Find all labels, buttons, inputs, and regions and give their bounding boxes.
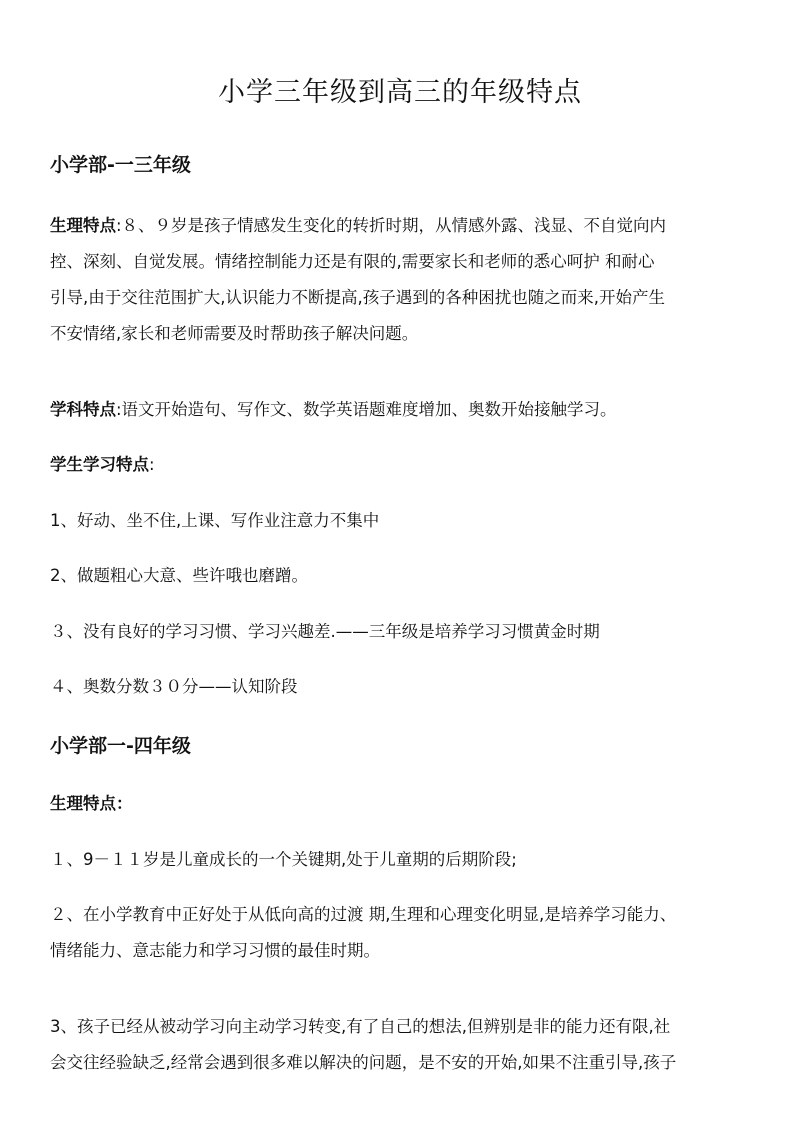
physiology-line-4: 不安情绪,家长和老师需要及时帮助孩子解决问题。: [50, 324, 419, 343]
section2-item-2: [50, 897, 770, 969]
section2-item-1: [50, 842, 770, 878]
section2-item-2-line-2: 情绪能力、意志能力和学习习惯的最佳时期。: [50, 941, 380, 960]
study-colon: :: [149, 455, 155, 474]
study-item-2: 2、做题粗心大意、些许哦也磨蹭。: [50, 566, 308, 585]
section-heading-grades-1-3: 小学部-一三年级: [50, 154, 191, 176]
study-item-3: ３、没有良好的学习习惯、学习兴趣差.——三年级是培养学习习惯黄金时期: [50, 622, 600, 641]
physiology-text-line-1: :８、９岁是孩子情感发生变化的转折时期，从情感外露、浅显、不自觉向内: [116, 216, 667, 235]
section-heading-grade-4: 小学部一-四年级: [50, 735, 191, 757]
study-traits-heading: [50, 447, 770, 483]
section2-item-3-line-2: 会交往经验缺乏,经常会遇到很多难以解决的问题，是不安的开始,如果不注重引导,孩子: [50, 1053, 677, 1072]
subject-label: 学科特点: [50, 400, 116, 419]
document-title: 小学三年级到高三的年级特点: [218, 77, 582, 108]
section2-physiology-label: 生理特点：: [50, 794, 133, 813]
study-item-1: 1、好动、坐不住,上课、写作业注意力不集中: [50, 511, 380, 530]
physiology-paragraph-1: [50, 208, 770, 352]
section2-item-2-line-1: ２、在小学教育中正好处于从低向高的过渡 期,生理和心理变化明显,是培养学习能力、: [50, 905, 677, 924]
subject-text: :语文开始造句、写作文、数学英语题难度增加、奥数开始接触学习。: [116, 400, 617, 419]
section2-item-3-line-1: 3、孩子已经从被动学习向主动学习转变,有了自己的想法,但辨别是非的能力还有限,社: [50, 1017, 671, 1036]
physiology-line-1: [50, 208, 770, 244]
section2-physiology-heading: [50, 786, 770, 822]
physiology-line-2: 控、深刻、自觉发展。情绪控制能力还是有限的,需要家长和老师的悉心呵护 和耐心: [50, 252, 655, 271]
study-item-4: ４、奥数分数３０分——认知阶段: [50, 677, 298, 696]
study-label: 学生学习特点: [50, 455, 149, 474]
physiology-line-3: 引导,由于交往范围扩大,认识能力不断提高,孩子遇到的各种困扰也随之而来,开始产生: [50, 288, 665, 307]
section2-item-1-line-1: １、9－１１岁是儿童成长的一个关键期,处于儿童期的后期阶段;: [50, 850, 517, 869]
section2-item-3: [50, 1009, 770, 1081]
subject-paragraph: [50, 392, 770, 428]
physiology-label: 生理特点: [50, 216, 116, 235]
